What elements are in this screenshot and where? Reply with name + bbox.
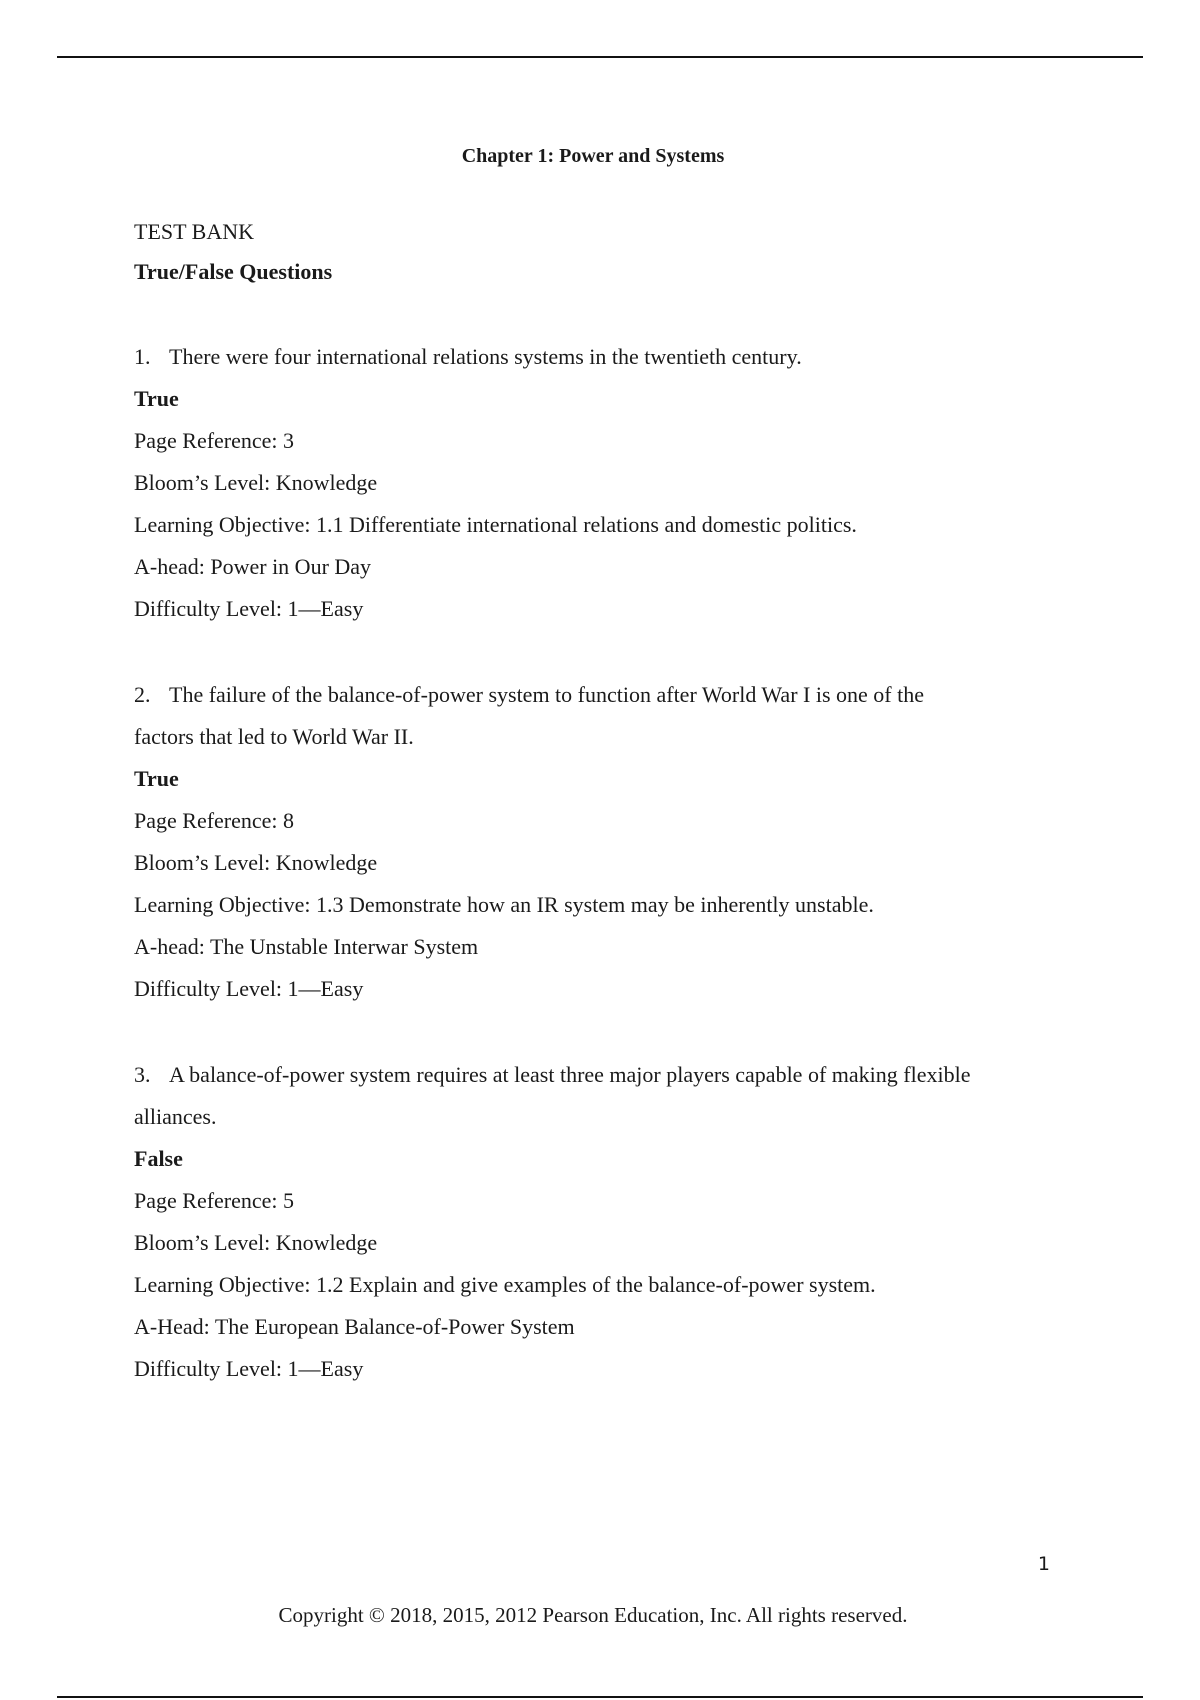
page-reference: Page Reference: 3 [134, 428, 295, 453]
answer: True [134, 386, 179, 411]
question-number: 3. [134, 1062, 151, 1087]
question-2 [134, 674, 1064, 1010]
question-text-line: There were four international relations systems in the twentieth century. [169, 344, 802, 369]
difficulty-level: Difficulty Level: 1—Easy [134, 596, 364, 621]
blooms-level: Bloom’s Level: Knowledge [134, 1230, 378, 1255]
document-body [134, 212, 1064, 1390]
question-text [134, 336, 1064, 378]
header-rule [57, 56, 1143, 58]
a-head: A-head: The Unstable Interwar System [134, 934, 479, 959]
spacer [134, 1010, 1064, 1054]
answer: True [134, 766, 179, 791]
learning-objective: Learning Objective: 1.3 Demonstrate how an IR system may be inherently unstable. [134, 892, 874, 917]
question-number: 1. [134, 344, 151, 369]
question-text [134, 1054, 1064, 1096]
question-text-line: The failure of the balance-of-power system to function after World War I is one of the [169, 682, 924, 707]
section-label: TEST BANK [134, 219, 254, 244]
copyright-notice: Copyright © 2018, 2015, 2012 Pearson Education, Inc. All rights reserved. [278, 1603, 908, 1627]
question-text [134, 674, 1064, 716]
chapter-title: Chapter 1: Power and Systems [461, 145, 725, 167]
page-number: 1 [1037, 1553, 1050, 1575]
spacer [134, 292, 1064, 336]
question-1 [134, 336, 1064, 630]
learning-objective: Learning Objective: 1.1 Differentiate international relations and domestic politics. [134, 512, 857, 537]
footer-rule [57, 1696, 1143, 1698]
answer: False [134, 1146, 183, 1171]
page-reference: Page Reference: 5 [134, 1188, 295, 1213]
question-number: 2. [134, 682, 151, 707]
difficulty-level: Difficulty Level: 1—Easy [134, 976, 364, 1001]
blooms-level: Bloom’s Level: Knowledge [134, 850, 378, 875]
blooms-level: Bloom’s Level: Knowledge [134, 470, 378, 495]
difficulty-level: Difficulty Level: 1—Easy [134, 1356, 364, 1381]
section-heading: True/False Questions [134, 259, 333, 284]
question-3 [134, 1054, 1064, 1390]
a-head: A-head: Power in Our Day [134, 554, 372, 579]
question-text-line: A balance-of-power system requires at least three major players capable of making flexible [169, 1062, 971, 1087]
page-reference: Page Reference: 8 [134, 808, 295, 833]
spacer [134, 630, 1064, 674]
question-text-continuation: alliances. [134, 1104, 217, 1129]
question-text-continuation: factors that led to World War II. [134, 724, 414, 749]
a-head: A-Head: The European Balance-of-Power System [134, 1314, 575, 1339]
learning-objective: Learning Objective: 1.2 Explain and give examples of the balance-of-power system. [134, 1272, 876, 1297]
